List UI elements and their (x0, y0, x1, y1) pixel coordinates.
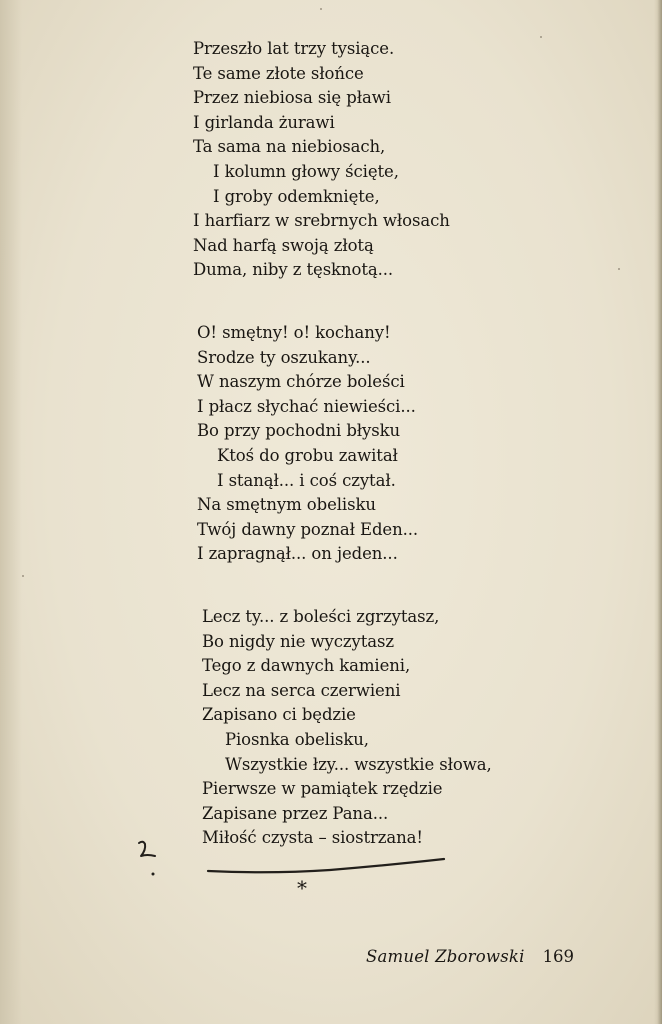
poem-line: Miłość czysta – siostrzana! (202, 828, 423, 848)
poem-line: Nad harfą swoją złotą (193, 235, 374, 255)
poem-line: I zapragnął... on jeden... (197, 544, 398, 564)
poem-line: Te same złote słońce (193, 63, 364, 83)
page-number: 169 (542, 947, 575, 966)
poem-line: Bo przy pochodni błysku (197, 421, 401, 441)
poem-line: W naszym chórze boleści (197, 372, 405, 392)
poem-line: Lecz na serca czerwieni (202, 680, 401, 700)
paper-speck (22, 575, 24, 577)
poem-line: Piosnka obelisku, (225, 729, 369, 749)
poem-stanza-1 (193, 37, 450, 283)
footer-author: Samuel Zborowski (366, 947, 525, 966)
paper-speck (320, 8, 322, 10)
poem-line: Przez niebiosa się pławi (193, 88, 391, 108)
poem-stanza-3 (202, 605, 492, 851)
poem-line: Przeszło lat trzy tysiące. (193, 39, 395, 58)
poem-line: I groby odemknięte, (213, 186, 380, 206)
section-asterisk: * (297, 876, 307, 900)
poem-line: I girlanda żurawi (193, 112, 335, 132)
handwritten-mark-icon (133, 834, 169, 884)
handwritten-underline-icon (200, 855, 450, 877)
poem-line: Ktoś do grobu zawitał (217, 445, 398, 465)
paper-speck (618, 268, 620, 270)
poem-line: Zapisano ci będzie (202, 705, 356, 725)
poem-line: I harfiarz w srebrnych włosach (193, 211, 450, 231)
poem-line: Lecz ty... z boleści zgrzytasz, (202, 607, 440, 626)
page-edge-shadow (654, 0, 662, 1024)
poem-line: Duma, niby z tęsknotą... (193, 260, 394, 280)
poem-line: Srodze ty oszukany... (197, 347, 371, 367)
poem-line: I stanął... i coś czytał. (217, 470, 396, 490)
poem-line: Twój dawny poznał Eden... (197, 519, 419, 539)
spine-shadow (0, 0, 22, 1024)
poem-stanza-2 (197, 321, 418, 567)
poem-line: Bo nigdy nie wyczytasz (202, 631, 394, 651)
poem-line: I płacz słychać niewieści... (197, 396, 416, 416)
poem-line: O! smętny! o! kochany! (197, 323, 391, 342)
poem-line: I kolumn głowy ścięte, (213, 161, 399, 181)
paper-speck (540, 36, 542, 38)
poem-line: Zapisane przez Pana... (202, 803, 389, 823)
poem-line: Wszystkie łzy... wszystkie słowa, (225, 754, 492, 774)
page-footer (366, 945, 574, 969)
poem-line: Pierwsze w pamiątek rzędzie (202, 779, 443, 799)
poem-line: Tego z dawnych kamieni, (202, 656, 411, 676)
poem-line: Ta sama na niebiosach, (193, 137, 386, 157)
poem-line: Na smętnym obelisku (197, 495, 376, 515)
